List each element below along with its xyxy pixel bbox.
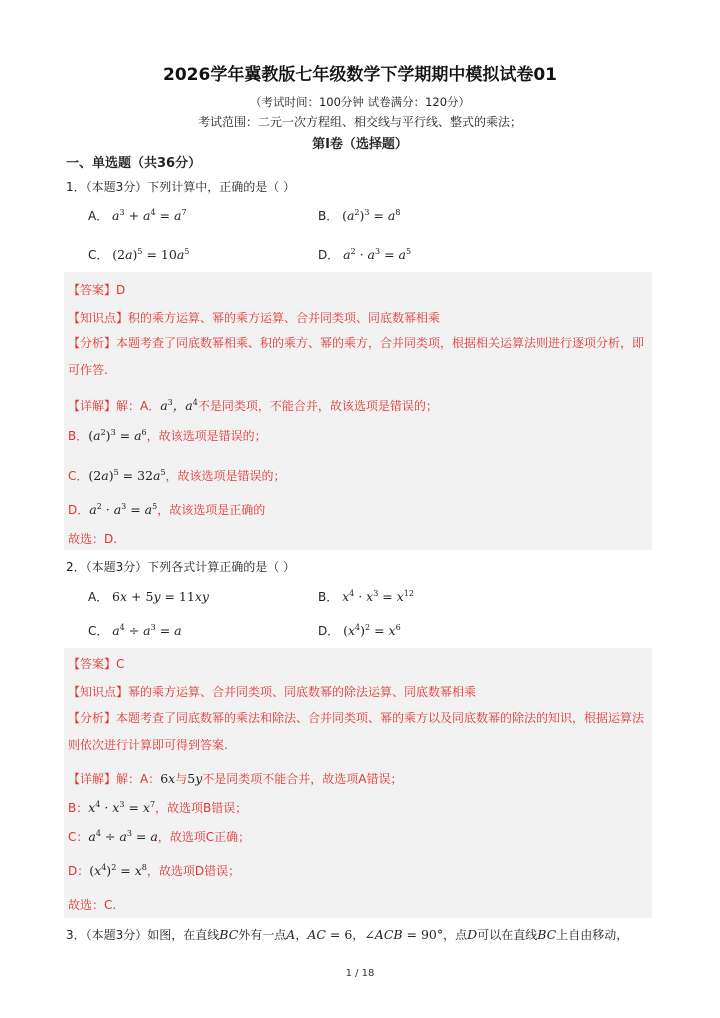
q1-answer-box (64, 272, 652, 550)
q2-stem: 2．（本题3分）下列各式计算正确的是（ ） (66, 560, 296, 574)
q1-choice: 故选：D. (68, 532, 118, 546)
q1-detail-a: 【详解】解：A．$a^3$，$a^4$不是同类项，不能合并，故该选项是错误的； (68, 397, 438, 413)
q2-option-d-label: D． (318, 624, 340, 638)
q1-detail-b: B．$(a^2)^3 = a^6$，故该选项是错误的； (68, 427, 267, 443)
q2-choice: 故选：C. (68, 898, 117, 912)
q2-knowledge: 【知识点】幂的乘方运算、合并同类项、同底数幂的除法运算、同底数幂相乘 (68, 685, 477, 699)
q2-option-a-label: A． (88, 590, 109, 604)
q1-answer: 【答案】D (68, 283, 126, 297)
q2-option-d: D． $(x^4)^2 = x^6$ (318, 622, 401, 638)
q1-option-a: A． $a^3 + a^4 = a^7$ (88, 207, 187, 223)
volume-heading: 第Ⅰ卷（选择题） (312, 137, 408, 152)
q1-knowledge: 【知识点】积的乘方运算、幂的乘方运算、合并同类项、同底数幂相乘 (68, 311, 441, 325)
q1-option-d: D． $a^2 \cdot a^3 = a^5$ (318, 246, 412, 262)
q2-option-a: A． 6x + 5y = 11xy (88, 589, 209, 604)
q1-analysis: 【分析】本题考查了同底数幂相乘、积的乘方、幂的乘方，合并同类项，根据相关运算法则进行逐项分析，即可作答. (68, 336, 645, 377)
exam-info: （考试时间：100分钟 试卷满分：120分） (249, 95, 471, 109)
q2-detail-c: C：$a^4 \div a^3 = a$，故选项C正确； (68, 828, 251, 844)
q2-detail-b: B：$x^4 \cdot x^3 = x^7$，故选项B错误； (68, 799, 248, 815)
q1-option-b-label: B． (318, 209, 339, 223)
q2-answer: 【答案】C (68, 657, 125, 671)
q2-detail-a: 【详解】解：A：6x与5y不是同类项不能合并，故选项A错误； (68, 771, 403, 786)
q1-detail-d: D．$a^2 \cdot a^3 = a^5$，故该选项是正确的 (68, 501, 266, 517)
section-heading: 一、单选题（共36分） (66, 156, 202, 171)
q1-option-c-label: C． (88, 248, 109, 262)
page-number: 1 / 18 (345, 968, 375, 979)
q1-detail-c: C．$(2a)^5 = 32a^5$，故该选项是错误的； (68, 467, 286, 483)
q1-option-d-label: D． (318, 248, 340, 262)
q2-detail-d: D：$(x^4)^2 = x^8$，故选项D错误； (68, 862, 241, 878)
q3-stem: 3．（本题3分）如图，在直线BC外有一点A，AC = 6，∠ACB = 90°，点D可以在直线BC上自由移动， (66, 927, 629, 942)
q2-option-c: C． $a^4 \div a^3 = a$ (88, 622, 182, 638)
q1-option-c: C． $(2a)^5 = 10a^5$ (88, 246, 190, 262)
q1-option-b: B． $(a^2)^3 = a^8$ (318, 207, 401, 223)
q2-option-b-label: B． (318, 590, 339, 604)
q2-analysis: 【分析】本题考查了同底数幂的乘法和除法、合并同类项、幂的乘方以及同底数幂的除法的知识，根据运算法则依次进行计算即可得到答案. (68, 711, 645, 752)
q2-answer-box (64, 648, 652, 918)
q1-stem: 1．（本题3分）下列计算中，正确的是（ ） (66, 180, 296, 194)
q2-option-b: B． $x^4 \cdot x^3 = x^{12}$ (318, 588, 414, 604)
q1-option-a-label: A． (88, 209, 109, 223)
exam-scope: 考试范围：二元一次方程组、相交线与平行线、整式的乘法； (197, 115, 522, 129)
q2-option-c-label: C． (88, 624, 109, 638)
page-title: 2026学年冀教版七年级数学下学期期中模拟试卷01 (163, 65, 557, 85)
